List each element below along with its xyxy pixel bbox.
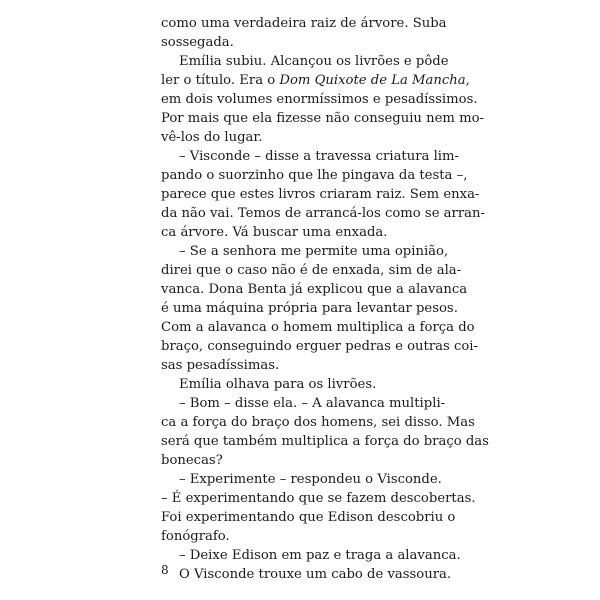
text-line: fonógrafo. [161,529,230,544]
text-line: pando o suorzinho que lhe pingava da testa –, [161,168,468,183]
text-line: Por mais que ela fizesse não conseguiu nem mo- [161,111,485,126]
text-line: vê-los do lugar. [161,130,263,145]
text-line: – Se a senhora me permite uma opinião, [179,244,449,259]
text-line: – Experimente – respondeu o Visconde. [179,472,442,487]
text-segment: ler o título. Era o [161,73,280,88]
text-line: em dois volumes enormíssimos e pesadíssimos. [161,92,478,107]
page-number: 8 [161,563,169,577]
text-line: Com a alavanca o homem multiplica a força do [161,320,475,335]
text-line: braço, conseguindo erguer pedras e outras coi- [161,339,478,354]
text-line: como uma verdadeira raiz de árvore. Suba [161,16,447,31]
text-line: vanca. Dona Benta já explicou que a alavanca [161,282,468,297]
text-line: Emília olhava para os livrões. [179,377,377,392]
text-line: sossegada. [161,35,234,50]
book-title: Dom Quixote de La Mancha [279,73,466,88]
text-line: ca árvore. Vá buscar uma enxada. [161,225,388,240]
text-line: parece que estes livros criaram raiz. Sem enxa- [161,187,480,202]
text-line: – Deixe Edison em paz e traga a alavanca. [179,548,461,563]
text-line: Foi experimentando que Edison descobriu o [161,510,456,525]
text-line: O Visconde trouxe um cabo de vassoura. [179,567,452,582]
text-line: – Bom – disse ela. – A alavanca multipli- [179,396,446,411]
text-line: ca a força do braço dos homens, sei disso. Mas [161,415,475,430]
text-line: Emília subiu. Alcançou os livrões e pôde [179,54,449,69]
text-segment: , [465,73,470,88]
text-line: direi que o caso não é de enxada, sim de ala- [161,263,462,278]
text-line: sas pesadíssimas. [161,358,280,373]
text-line: – Visconde – disse a travessa criatura lim- [179,149,459,164]
body-text [161,14,489,584]
text-line: – É experimentando que se fazem descobertas. [161,491,476,506]
text-line: bonecas? [161,453,223,468]
text-line: é uma máquina própria para levantar pesos. [161,301,458,316]
text-line: da não vai. Temos de arrancá-los como se arran- [161,206,485,221]
text-line [161,71,470,90]
text-line: será que também multiplica a força do braço das [161,434,489,449]
